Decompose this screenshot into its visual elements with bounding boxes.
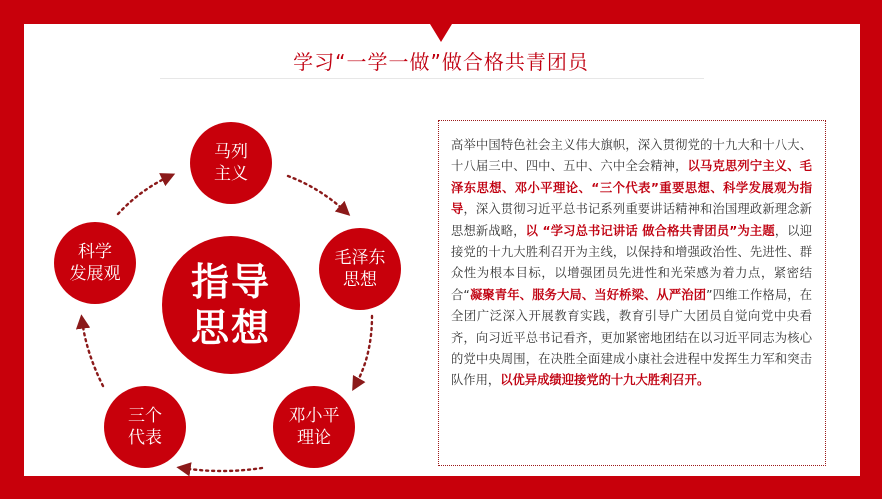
node-mao-label: 毛泽东 思想 [334, 248, 386, 290]
arrow-science-to-marx [118, 176, 170, 214]
arrow-mao-to-deng [355, 316, 372, 386]
node-deng-label: 邓小平 理论 [288, 406, 340, 448]
body-paragraph [451, 135, 812, 392]
body-textbox [438, 120, 826, 466]
body-segment-bold: 凝聚青年、服务大局、当好桥梁、从严治团 [469, 287, 707, 302]
body-segment-bold: 以优异成绩迎接党的十九大胜利召开。 [500, 373, 710, 388]
arrow-three-to-science [82, 320, 103, 386]
node-marxism-label: 马列 主义 [214, 142, 248, 184]
body-segment-bold: 以马克思列宁主义、毛泽东思想、邓小平理论、“三个代表”重要思想、科学发展观为指导 [451, 159, 812, 217]
node-three-represents [104, 386, 186, 468]
node-science-label: 科学 发展观 [69, 242, 121, 284]
arrow-deng-to-three [182, 468, 262, 471]
center-guiding-ideology [162, 236, 300, 374]
node-scientific-development [54, 222, 136, 304]
body-segment: 高举中国特色社会主义伟大旗帜，深入贯彻党的十九大和十八大、十八届三中、四中、五中、六中全会精神， [451, 138, 812, 174]
node-deng-theory [273, 386, 355, 468]
body-segment: ”四维工作格局，在全团广泛深入开展教育实践，教育引导广大团员自觉向党中央看齐，向习近平总书记看齐，更加紧密地团结在以习近平同志为核心的党中央周围，在决胜全面建成小康社会进程中发挥生力军和突击队作用， [451, 287, 813, 388]
body-segment: ，深入贯彻习近平总书记系列重要讲话精神和治国理政新理念新思想新战略， [451, 202, 812, 238]
slide-title: 学习“一学一做”做合格共青团员 [293, 50, 589, 74]
node-marxism [190, 122, 272, 204]
body-segment-bold: 以 “学习总书记讲话 做合格共青团员”为主题 [525, 223, 775, 238]
arrow-marx-to-mao [288, 176, 346, 212]
body-segment: ，以迎接党的十九大胜利召开为主线，以保持和增强政治性、先进性、群众性为根本目标，以增强团员先进性和光荣感为着力点，紧密结合“ [451, 223, 812, 302]
node-mao-thought [319, 228, 401, 310]
node-three-label: 三个 代表 [128, 406, 162, 448]
center-label: 指导 思想 [190, 260, 271, 350]
